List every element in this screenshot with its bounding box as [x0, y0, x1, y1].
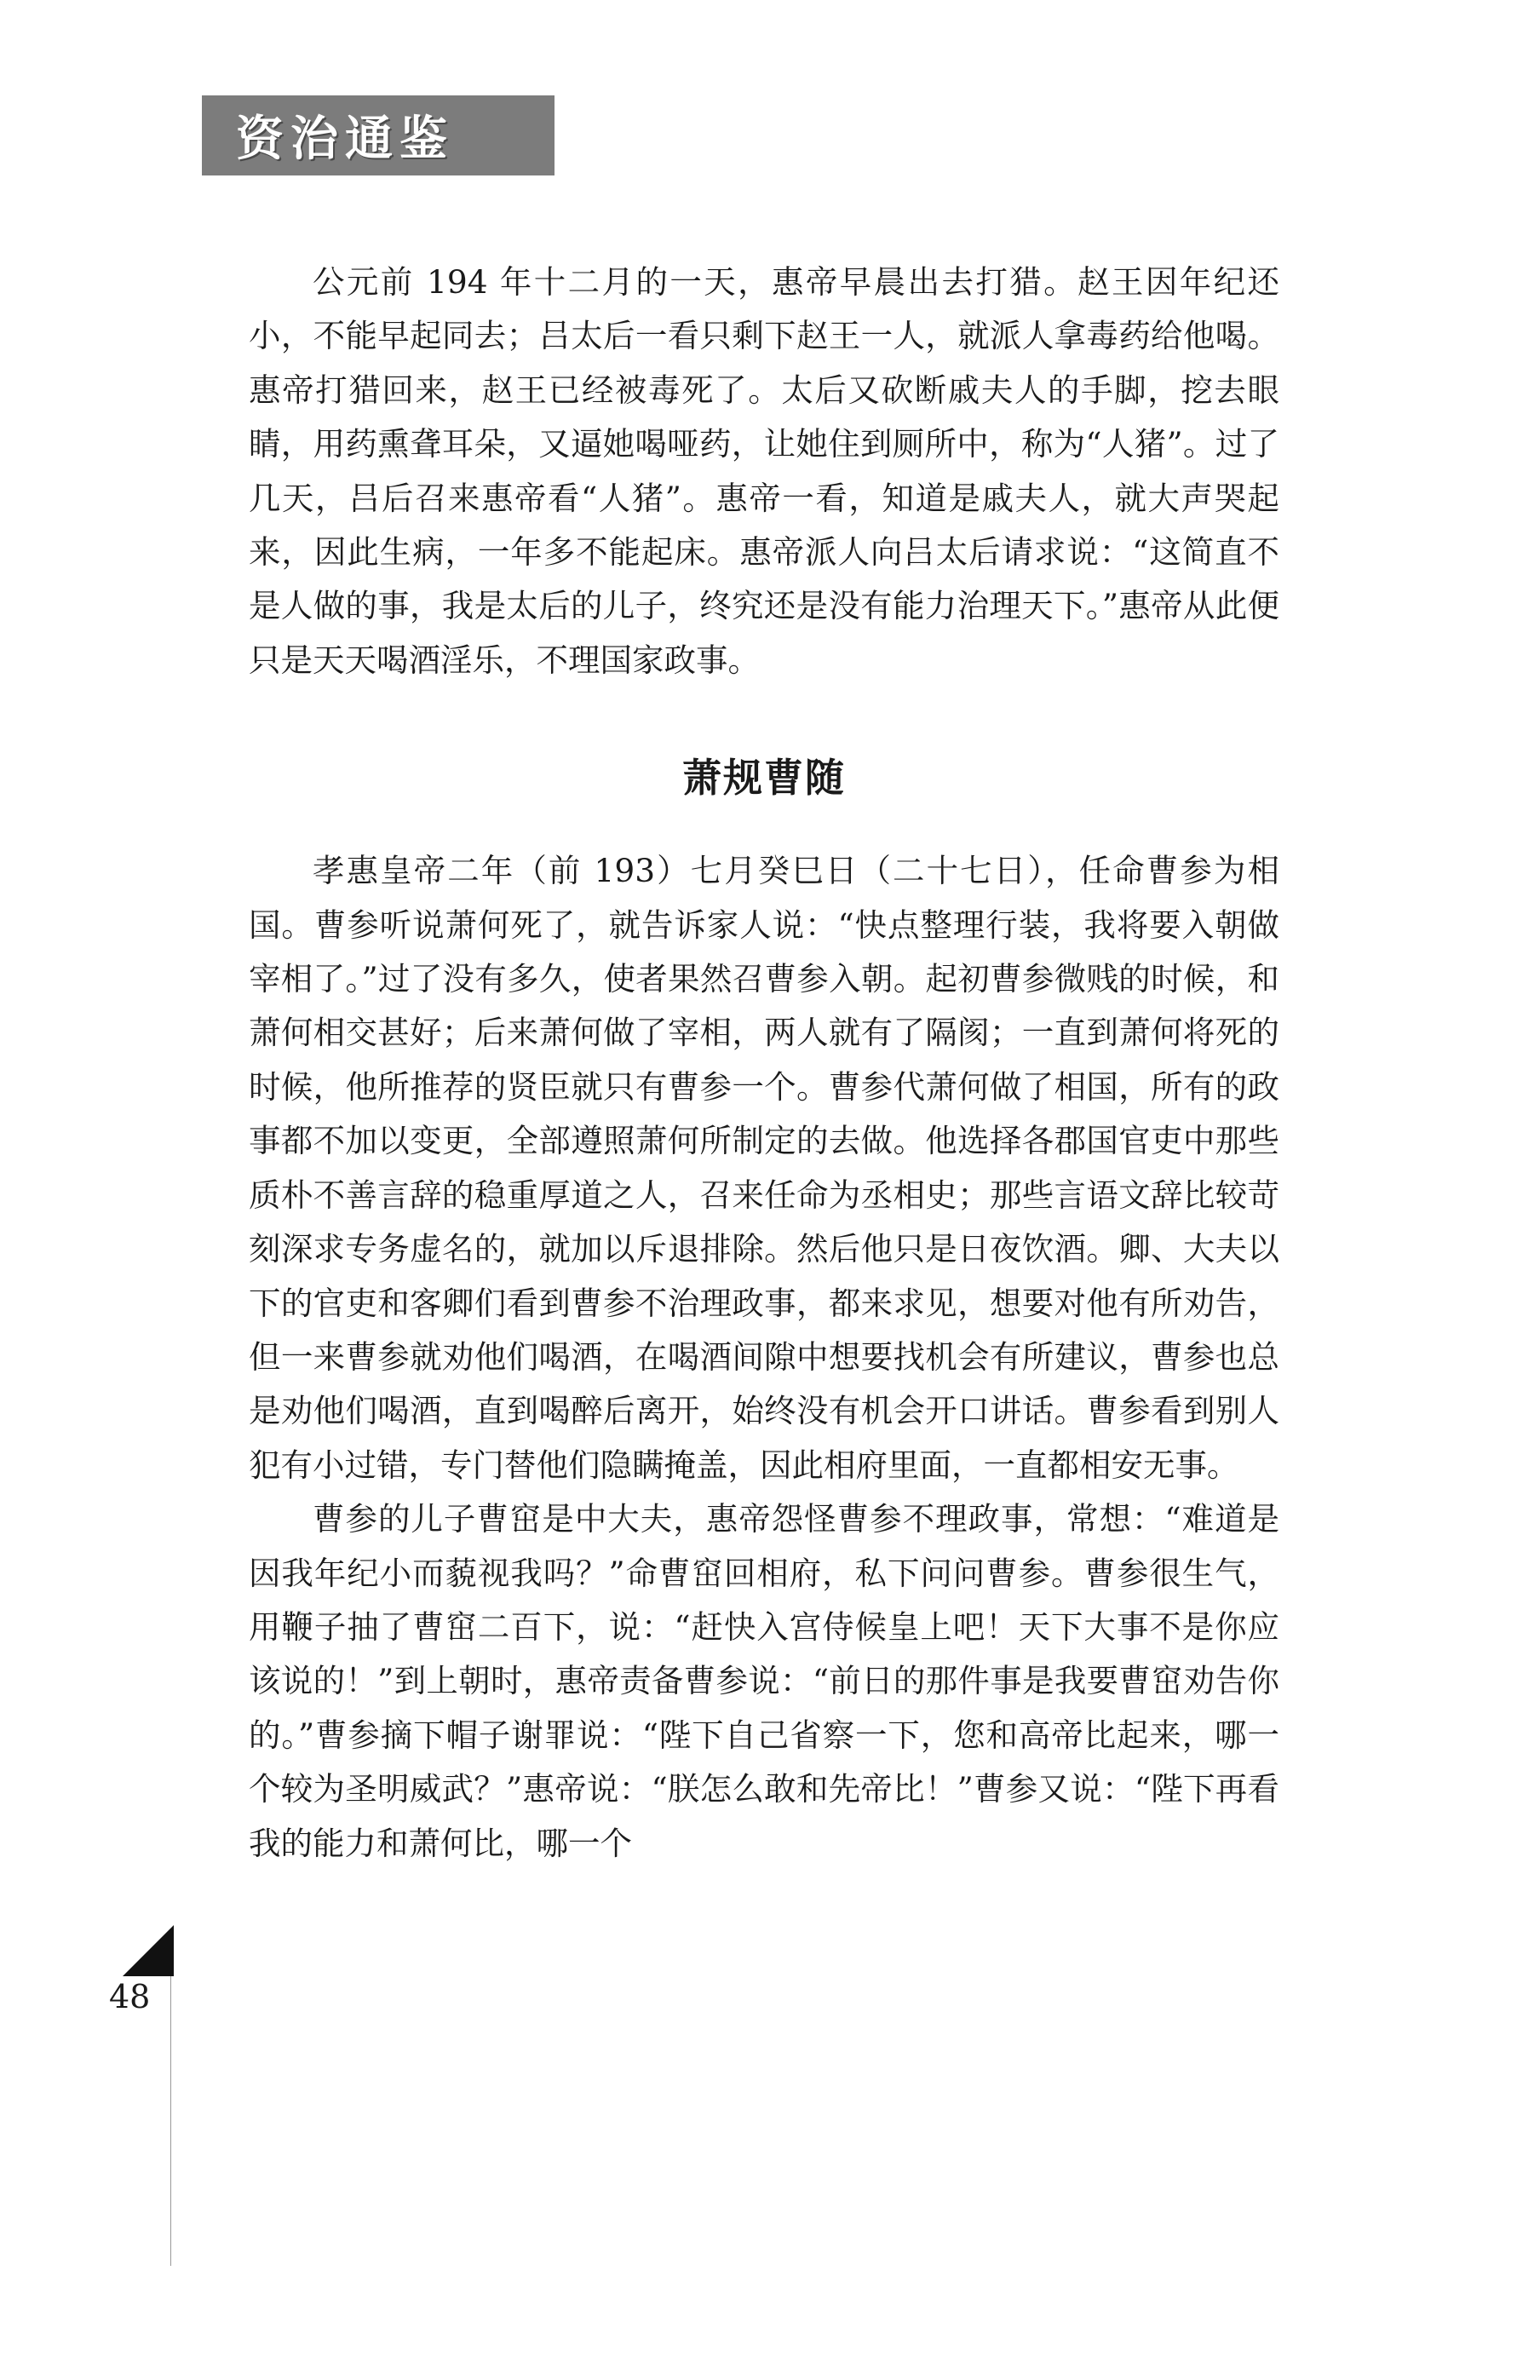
book-title: 资治通鉴 — [236, 112, 454, 167]
section-heading: 萧规曹随 — [682, 755, 846, 802]
page-number: 48 — [109, 1978, 151, 2015]
book-title-banner — [202, 95, 555, 175]
paragraph-3: 曹参的儿子曹窋是中大夫，惠帝怨怪曹参不理政事，常想：“难道是因我年纪小而藐视我吗？”命曹窋回相府，私下问问曹参。曹参很生气，用鞭子抽了曹窋二百下，说：“赶快入宫侍候皇上吧！天下大事不是你应该说的！”到上朝时，惠帝责备曹参说：“前日的那件事是我要曹窋劝告你的。”曹参摘下帽子谢罪说：“陛下自己省察一下，您和高帝比起来，哪一个较为圣明威武？”惠帝说：“朕怎么敢和先帝比！”曹参又说：“陛下再看我的能力和萧何比，哪一个 — [249, 1500, 1279, 1862]
paragraph-2: 孝惠皇帝二年（前 193）七月癸巳日（二十七日），任命曹参为相国。曹参听说萧何死了，就告诉家人说：“快点整理行装，我将要入朝做宰相了。”过了没有多久，使者果然召曹参入朝。起初曹参微贱的时候，和萧何相交甚好；后来萧何做了宰相，两人就有了隔阂；一直到萧何将死的时候，他所推荐的贤臣就只有曹参一个。曹参代萧何做了相国，所有的政事都不加以变更，全部遵照萧何所制定的去做。他选择各郡国官吏中那些质朴不善言辞的稳重厚道之人，召来任命为丞相史；那些言语文辞比较苛刻深求专务虚名的，就加以斥退排除。然后他只是日夜饮酒。卿、大夫以下的官吏和客卿们看到曹参不治理政事，都来求见，想要对他有所劝告，但一来曹参就劝他们喝酒，在喝酒间隙中想要找机会有所建议，曹参也总是劝他们喝酒，直到喝醉后离开，始终没有机会开口讲话。曹参看到别人犯有小过错，专门替他们隐瞒掩盖，因此相府里面，一直都相安无事。 — [249, 852, 1279, 1484]
margin-rule — [170, 1976, 171, 2266]
corner-triangle-icon — [123, 1925, 174, 1976]
page-body — [249, 256, 1279, 1871]
page-corner-mark — [123, 1925, 174, 1976]
paragraph-1: 公元前 194 年十二月的一天，惠帝早晨出去打猎。赵王因年纪还小，不能早起同去；吕太后一看只剩下赵王一人，就派人拿毒药给他喝。惠帝打猎回来，赵王已经被毒死了。太后又砍断戚夫人的手脚，挖去眼睛，用药熏聋耳朵，又逼她喝哑药，让她住到厕所中，称为“人猪”。过了几天，吕后召来惠帝看“人猪”。惠帝一看，知道是戚夫人，就大声哭起来，因此生病，一年多不能起床。惠帝派人向吕太后请求说：“这简直不是人做的事，我是太后的儿子，终究还是没有能力治理天下。”惠帝从此便只是天天喝酒淫乐，不理国家政事。 — [249, 263, 1279, 679]
